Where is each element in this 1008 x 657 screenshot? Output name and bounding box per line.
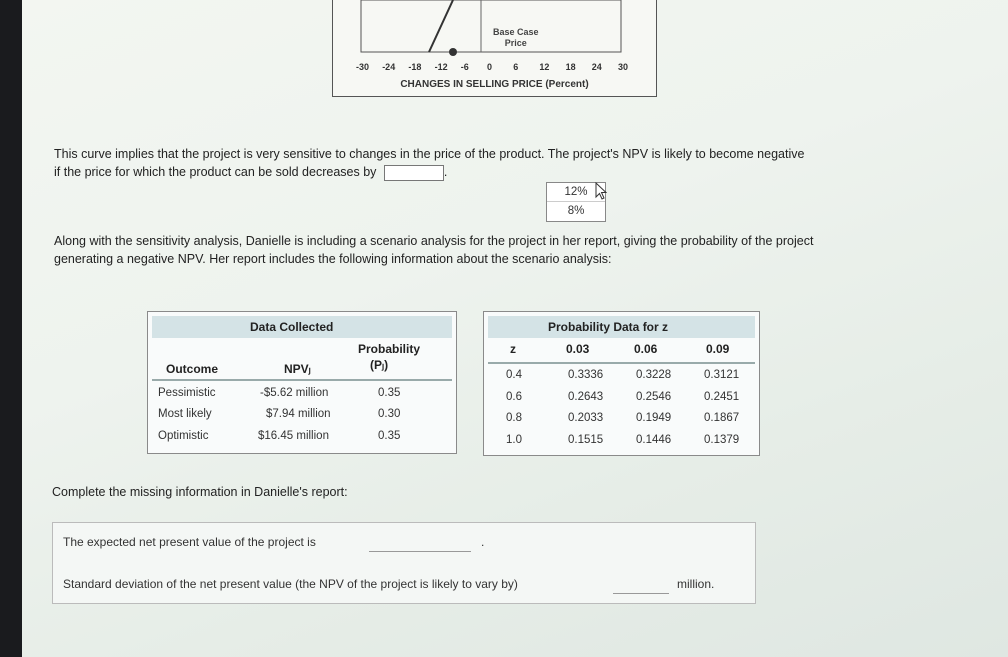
table-cell: 0.4 bbox=[506, 369, 522, 381]
scenario-intro: Along with the sensitivity analysis, Danielle is including a scenario analysis for the project in her report, giving the probability of the project generating a negative NPV. Her report includes the following information about the scenario analysis: bbox=[54, 234, 814, 266]
table-cell: 0.3121 bbox=[704, 369, 740, 381]
table-cell: Pessimistic bbox=[158, 387, 216, 399]
expected-npv-input[interactable] bbox=[369, 551, 471, 552]
table-cell: 0.35 bbox=[378, 430, 401, 442]
table-cell: Optimistic bbox=[158, 430, 209, 442]
x-tick-label: 30 bbox=[618, 62, 629, 72]
table-cell: 0.3336 bbox=[568, 369, 604, 381]
x-tick-label: -24 bbox=[382, 62, 396, 72]
table-cell: 0.2033 bbox=[568, 412, 604, 424]
x-tick-label: 6 bbox=[513, 62, 519, 72]
probability-z-table bbox=[483, 311, 760, 456]
table-cell: 0.8 bbox=[506, 412, 522, 424]
dropdown-option[interactable]: 12% bbox=[547, 183, 605, 202]
table-cell: 0.6 bbox=[506, 390, 522, 403]
x-tick-label: 18 bbox=[565, 62, 576, 72]
table-cell: 0.30 bbox=[378, 408, 401, 420]
sensitivity-line bbox=[429, 0, 453, 52]
col-z: z bbox=[510, 342, 516, 356]
col-outcome: Outcome bbox=[166, 362, 219, 376]
table-cell: 0.2643 bbox=[568, 390, 604, 403]
conclusion-text: This curve implies that the project is very sensitive to changes in the price of the product. The project's NPV is likely to become negative if the price for which the product can be sold decreases by bbox=[54, 147, 805, 179]
base-case-point bbox=[449, 48, 457, 56]
screen bbox=[22, 0, 1008, 657]
table-cell: 0.1446 bbox=[636, 433, 672, 446]
x-tick-label: -18 bbox=[408, 62, 422, 72]
table-cell: 0.1867 bbox=[704, 412, 740, 424]
col-009: 0.09 bbox=[706, 342, 730, 356]
x-tick-label: 24 bbox=[591, 62, 602, 72]
x-tick-label: -30 bbox=[356, 62, 370, 72]
table-divider bbox=[152, 379, 452, 381]
instruction: Complete the missing information in Danielle's report: bbox=[52, 485, 348, 499]
period: . bbox=[443, 165, 448, 179]
table-cell: 0.35 bbox=[378, 387, 401, 399]
table-cell: Most likely bbox=[158, 408, 212, 420]
x-axis-label: CHANGES IN SELLING PRICE (Percent) bbox=[400, 79, 589, 90]
table-cell: 0.2546 bbox=[636, 390, 672, 403]
col-probability-symbol: (Pⱼ) bbox=[370, 358, 389, 372]
table-cell: 0.1379 bbox=[704, 433, 740, 446]
std-dev-input[interactable] bbox=[613, 593, 669, 594]
mouse-cursor-icon bbox=[595, 182, 607, 200]
price-decrease-select[interactable] bbox=[384, 165, 444, 181]
x-tick-label: 12 bbox=[539, 62, 550, 72]
sensitivity-conclusion bbox=[54, 145, 814, 181]
expected-npv-label: The expected net present value of the project is bbox=[63, 535, 316, 549]
probability-z-title: Probability Data for z bbox=[488, 316, 755, 338]
col-003: 0.03 bbox=[566, 342, 590, 356]
x-tick-label: -6 bbox=[460, 62, 469, 72]
table-cell: 0.3228 bbox=[636, 369, 672, 381]
table-cell: $7.94 million bbox=[266, 408, 331, 420]
std-dev-label: Standard deviation of the net present value (the NPV of the project is likely to vary by) bbox=[63, 577, 518, 591]
dropdown-option[interactable]: 8% bbox=[567, 205, 585, 217]
base-case-label: Base Case Price bbox=[493, 27, 539, 48]
x-tick-label: 0 bbox=[487, 62, 493, 72]
period: . bbox=[481, 535, 485, 549]
sensitivity-chart bbox=[332, 0, 657, 97]
data-collected-title: Data Collected bbox=[152, 316, 452, 338]
x-tick-label: -12 bbox=[434, 62, 448, 72]
table-cell: -$5.62 million bbox=[260, 387, 329, 399]
col-probability: Probability bbox=[358, 342, 421, 356]
million-unit: million. bbox=[677, 577, 715, 591]
table-cell: $16.45 million bbox=[258, 430, 329, 442]
table-cell: 1.0 bbox=[506, 433, 522, 446]
table-divider bbox=[488, 362, 755, 364]
col-006: 0.06 bbox=[634, 342, 658, 356]
table-cell: 0.1949 bbox=[636, 412, 672, 424]
col-npv: NPVⱼ bbox=[284, 362, 311, 376]
table-cell: 0.2451 bbox=[704, 390, 740, 403]
chart-plot-area bbox=[361, 0, 621, 52]
answer-box bbox=[52, 522, 756, 604]
table-cell: 0.1515 bbox=[568, 433, 604, 446]
data-collected-table bbox=[147, 311, 457, 454]
